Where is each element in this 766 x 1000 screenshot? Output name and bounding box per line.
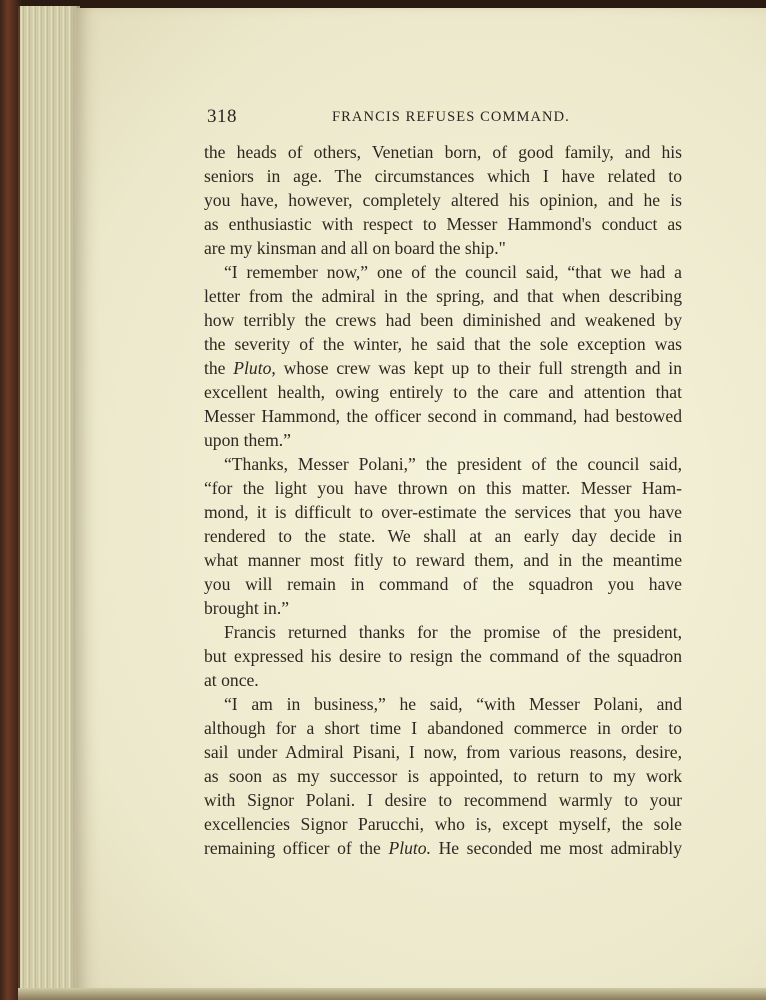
text-line: as enthusiastic with respect to Messer Hammond's conduct as bbox=[204, 214, 682, 234]
text-line: letter from the admiral in the spring, and that when describing bbox=[204, 286, 682, 306]
text-line: how terribly the crews had been diminished and weakened by bbox=[204, 310, 682, 330]
text-line: the heads of others, Venetian born, of good family, and his bbox=[204, 142, 682, 162]
text-line: the severity of the winter, he said that the sole exception was bbox=[204, 334, 682, 354]
text-line: excellent health, owing entirely to the care and attention that bbox=[204, 382, 682, 402]
text-line: at once. bbox=[204, 670, 259, 690]
text-line: are my kinsman and all on board the ship." bbox=[204, 238, 506, 258]
text-line: with Signor Polani. I desire to recommend warmly to your bbox=[204, 790, 682, 810]
text-line: “Thanks, Messer Polani,” the president of the council said, bbox=[224, 454, 682, 474]
text-line: mond, it is difficult to over-estimate the services that you have bbox=[204, 502, 682, 522]
text-line: excellencies Signor Parucchi, who is, except myself, the sole bbox=[204, 814, 682, 834]
page-header bbox=[207, 106, 683, 130]
text-line: Messer Hammond, the officer second in command, had bestowed bbox=[204, 406, 682, 426]
text-line: seniors in age. The circumstances which I have related to bbox=[204, 166, 682, 186]
text-line: brought in.” bbox=[204, 598, 290, 618]
text-line: the Pluto, whose crew was kept up to their full strength and in bbox=[204, 358, 682, 378]
page-bottom-edge bbox=[18, 988, 766, 1000]
ship-name: Pluto. bbox=[388, 838, 431, 858]
text-line: “I remember now,” one of the council said, “that we had a bbox=[224, 262, 682, 282]
page-edges bbox=[18, 6, 80, 996]
text-line: upon them.” bbox=[204, 430, 291, 450]
text-line: Francis returned thanks for the promise of the president, bbox=[224, 622, 682, 642]
ship-name: Pluto bbox=[233, 358, 272, 378]
body-text bbox=[204, 140, 682, 860]
text-line: “I am in business,” he said, “with Messer Polani, and bbox=[224, 694, 682, 714]
text-line: “for the light you have thrown on this matter. Messer Ham- bbox=[204, 478, 682, 498]
text-line: what manner most fitly to reward them, and in the meantime bbox=[204, 550, 682, 570]
text-line: although for a short time I abandoned commerce in order to bbox=[204, 718, 682, 738]
text-line: you will remain in command of the squadron you have bbox=[204, 574, 682, 594]
text-line: as soon as my successor is appointed, to return to my work bbox=[204, 766, 682, 786]
running-head: FRANCIS REFUSES COMMAND. bbox=[332, 109, 570, 125]
page-number: 318 bbox=[207, 106, 237, 127]
text-line: rendered to the state. We shall at an early day decide in bbox=[204, 526, 682, 546]
text-line: but expressed his desire to resign the command of the squadron bbox=[204, 646, 682, 666]
text-line: you have, however, completely altered his opinion, and he is bbox=[204, 190, 682, 210]
text-line: sail under Admiral Pisani, I now, from various reasons, desire, bbox=[204, 742, 682, 762]
text-line: remaining officer of the Pluto. He seconded me most admirably bbox=[204, 838, 682, 858]
